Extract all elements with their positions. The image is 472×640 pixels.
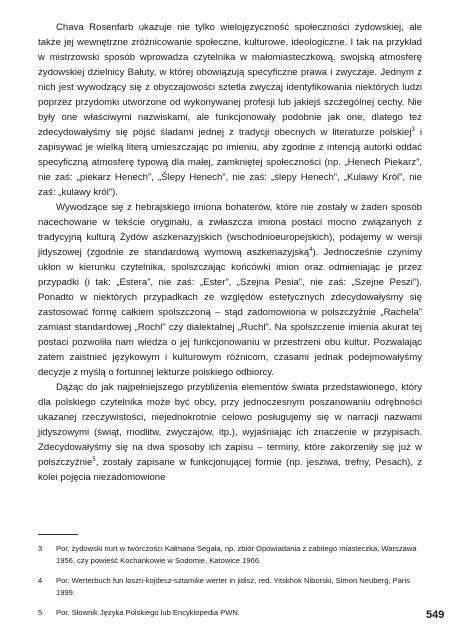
footnote-divider: [38, 534, 78, 535]
paragraph-text: ). Jednocześnie czynimy ukłon w kierunku czytelnika, spolszczając końcówki imion oraz odmieniając je przez przypadki (i tak: „Estera”, nie zaś: „Ester”, „Szejna Pesia”, nie zaś: „Szejne Peszi”). Ponadto w niektórych przypadkach ze względów estetycznych zdecydowałyśmy się zastosować formę całkiem spolszczoną – stąd zadomowiona w polszczyźnie „Rachela” zamiast standardowej „Rochl” czy dialektalnej „Ruchl”. Na spolszczenie imienia akurat tej postaci pozwoliła nam wiedza o jej funkcjonowaniu w przestrzeni obu kultur. Pozwalając zatem zaistnieć językowym i kulturowym różnicom, czasami jednak podejmowałyśmy decyzje z myślą o fortunnej lekturze polskiego odbiorcy.: [38, 247, 422, 378]
footnotes: [38, 543, 422, 628]
footnote-number: 4: [38, 576, 43, 585]
footnote-number: 5: [38, 608, 43, 617]
paragraph-2: [38, 200, 422, 380]
paragraph-text: Dążąc do jak najpełniejszego przybliżenia elementów świata przedstawionego, który dla polskiego czytelnika może być obcy, przy jednoczesnym poszanowaniu odrębności ukazanej rzeczywistości, niejednokrotnie celowo posługujemy się w narracji nazwami jidyszowymi (świąt, modlitw, zwyczajów, itp.), wyjaśniając ich znaczenie w przypisach. Zdecydowałyśmy się na dwa sposoby ich zapisu – terminy, które zakorzeniły się już w polszczyźnie: [38, 382, 422, 468]
main-text: [38, 20, 422, 485]
footnote: [38, 575, 422, 598]
footnote-reference: 3: [411, 126, 415, 133]
footnote-number: 3: [38, 544, 43, 553]
paragraph-text: , zostały zapisane w funkcjonującej formie (np. jesziwa, trefny, Pesach), z kolei pojęcia niezadomowione: [38, 457, 422, 483]
paragraph-1: [38, 20, 422, 200]
footnote-text: Por. Werterbuch fun loszn-kojdesz-sztamike werter in jidisz, red. Yitskhok Niborski, Simon Neuberg, Paris 1999.: [56, 576, 410, 597]
footnote-text: Por. żydowski nurt w twórczości Kałmana Segała, np. zbiór Opowiadania z zabitego miasteczka, Warszawa 1956, czy powieść Kochankowie w Sodomie, Katowice 1966.: [56, 544, 417, 565]
paragraph-text: i zapisywać je wielką literą umieszczając po imieniu, aby zgodnie z intencją autorki oddać specyficzną atmosferę typową dla małej, zamkniętej społeczności (np. „Henech Piekarz”, nie zaś: „piekarz Henech”, „Ślepy Henech”, nie zaś: „ślepy Henech”, „Kulawy Król”, nie zaś: „kulawy król”).: [38, 127, 422, 198]
paragraph-text: Wywodzące się z hebrajskiego imiona bohaterów, które nie zostały w żaden sposób nacechowane w tekście oryginału, a zwłaszcza imiona postaci mocno związanych z tradycyjną kulturą Żydów aszkenazyjskich (wschodnioeuropejskich), podajemy w wersji jidyszowej (zgodnie ze standardową wymową aszkenazyjską: [38, 202, 422, 258]
footnote: [38, 543, 422, 566]
paragraph-text: Chava Rosenfarb ukazuje nie tylko wielojęzyczność społeczności żydowskiej, ale także jej wewnętrzne zróżnicowanie społeczne, kulturowe, ideologiczne. I tak na przykład w mistrzowski sposób wprowadza czytelnika w małomiasteczkową, swojską atmosferę żydowskiej dzielnicy Bałuty, w której obowiązują specyficzne prawa i zwyczaje. Jednym z nich jest wywodzący się z obyczajowości sztetla zwyczaj identyfikowania niektórych ludzi poprzez przydomki utworzone od wykonywanej profesji lub jakiejś szczególnej cechy. Nie były one właściwymi nazwiskami, ale funkcjonowały podobnie jak one, dlatego też zdecydowałyśmy się pójść śladami jednej z tradycji obecnych w literaturze polskiej: [38, 22, 422, 138]
footnote-text: Por. Słownik Języka Polskiego lub Encyklopedia PWN.: [56, 608, 241, 617]
page-number: 549: [426, 609, 445, 621]
footnote-reference: 4: [309, 246, 313, 253]
footnote-reference: 5: [92, 456, 96, 463]
footnote: [38, 607, 422, 619]
paragraph-3: [38, 380, 422, 485]
